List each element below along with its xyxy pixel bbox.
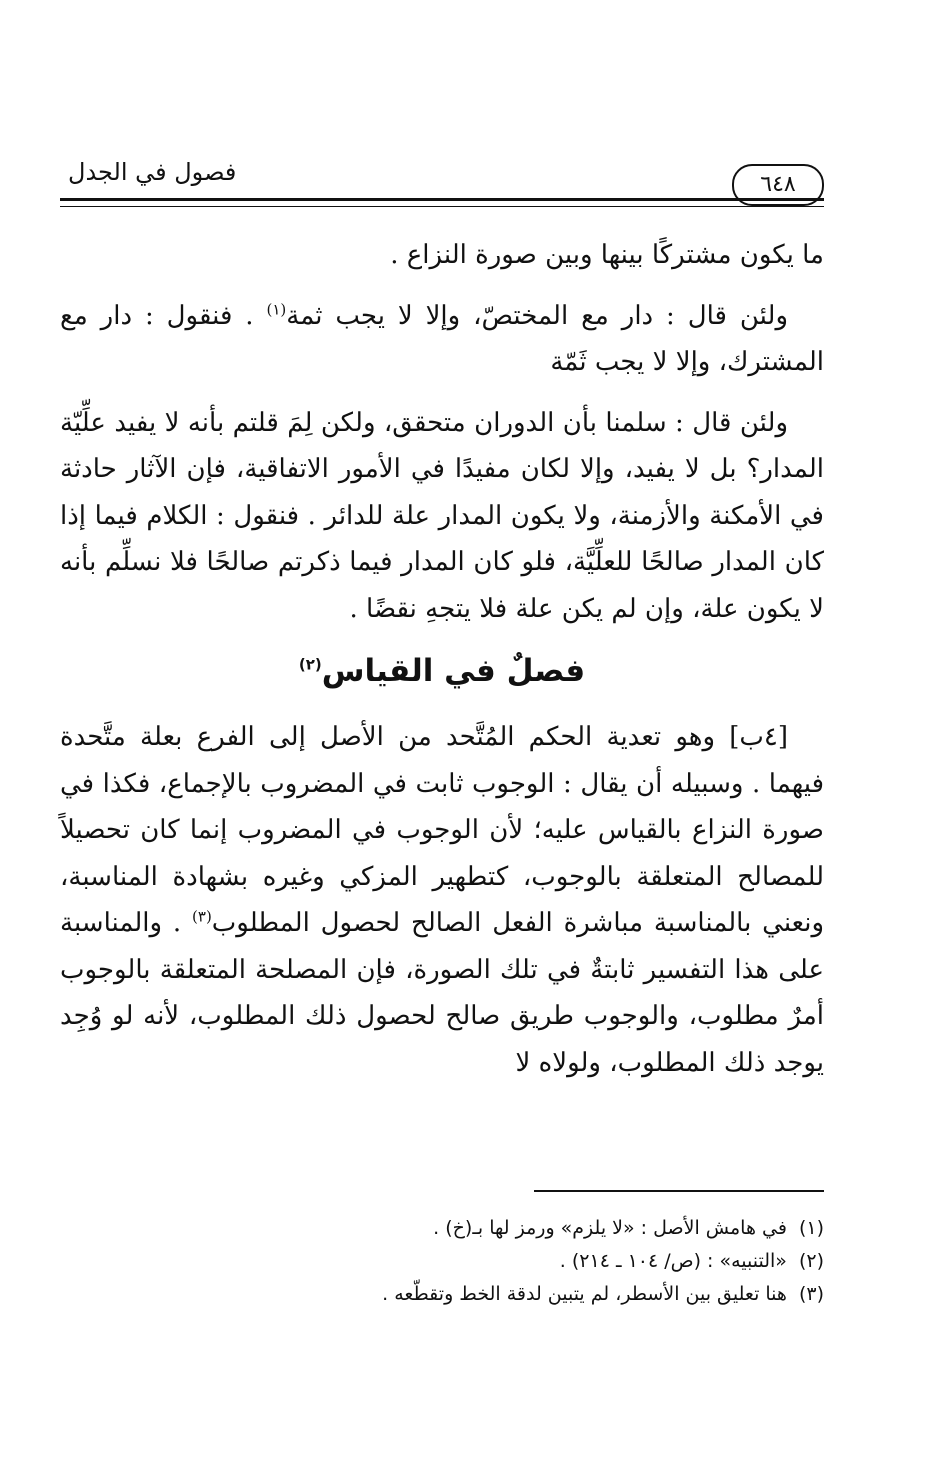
footnote-text: «التنبيه» : (ص/ ١٠٤ ـ ٢١٤) .: [559, 1250, 787, 1272]
footnote-ref-1: (١): [266, 299, 287, 318]
section-title-text: فصلٌ في القياس: [321, 653, 586, 689]
header-rule-thick: [60, 198, 824, 201]
footnote-3: [60, 1278, 824, 1311]
paragraph-4: [60, 714, 824, 1086]
footnote-number: (٢): [798, 1250, 824, 1272]
paragraph-2-text: ولئن قال : دار مع المختصّ، وإلا لا يجب ثمة: [286, 300, 788, 331]
header-rule-thin: [60, 206, 824, 207]
paragraph-2: [60, 293, 824, 386]
footnote-separator: [534, 1190, 824, 1192]
page-number-badge: ٦٤٨: [732, 164, 824, 206]
footnote-text: هنا تعليق بين الأسطر، لم يتبين لدقة الخط وتقطّعه .: [382, 1283, 787, 1305]
footnotes: [60, 1212, 824, 1311]
running-title: فصول في الجدل: [68, 158, 237, 186]
folio-marker: [٤ب]: [729, 722, 788, 752]
footnote-text: في هامش الأصل : «لا يلزم» ورمز لها بـ(خ) .: [433, 1217, 787, 1239]
paragraph-4-text: وهو تعدية الحكم المُتَّحد من الأصل إلى الفرع بعلة متَّحدة فيهما . وسبيله أن يقال : الوجوب ثابت في المضروب بالإجماع، فكذا في صورة النزاع بالقياس عليه؛ لأن الوجوب في المضروب إنما كان تحصيلاً للمصالح المتعلقة بالوجوب، كتطهير المزكي وغيره بشهادة المناسبة، ونعني بالمناسبة مباشرة الفعل الصالح لحصول المطلوب: [60, 722, 824, 938]
footnote-1: [60, 1212, 824, 1245]
book-page: [60, 0, 824, 1461]
paragraph-3: ولئن قال : سلمنا بأن الدوران متحقق، ولكن لِمَ قلتم بأنه لا يفيد علِّيّة المدار؟ بل لا يفيد، وإلا لكان مفيدًا في الأمور الاتفاقية، فإن الآثار حادثة في الأمكنة والأزمنة، ولا يكون المدار علة للدائر . فنقول : الكلام فيما إذا كان المدار صالحًا للعلِّيَّة، فلو كان المدار فيما ذكرتم صالحًا فلا نسلِّم بأنه لا يكون علة، وإن لم يكن علة فلا يتجهِ نقضًا .: [60, 407, 824, 624]
paragraph-1: ما يكون مشتركًا بينها وبين صورة النزاع .: [390, 240, 824, 270]
main-text: [60, 232, 824, 1086]
footnote-number: (١): [798, 1217, 824, 1239]
paragraph-2-rest: . فنقول : دار مع المشترك، وإلا لا يجب ثَمّة: [60, 300, 824, 377]
footnote-number: (٣): [798, 1283, 824, 1305]
footnote-ref-3: (٣): [192, 907, 212, 926]
footnote-2: [60, 1245, 824, 1278]
section-title: [60, 646, 824, 696]
footnote-ref-2: (٢): [298, 655, 322, 674]
paragraph-4-rest: . والمناسبة على هذا التفسير ثابتةٌ في تلك الصورة، فإن المصلحة المتعلقة بالوجوب أمرٌ مطلوب، والوجوب طريق صالح لحصول ذلك المطلوب، لأنه لو وُجِد يوجد ذلك المطلوب، ولولاه لا: [60, 908, 824, 1078]
